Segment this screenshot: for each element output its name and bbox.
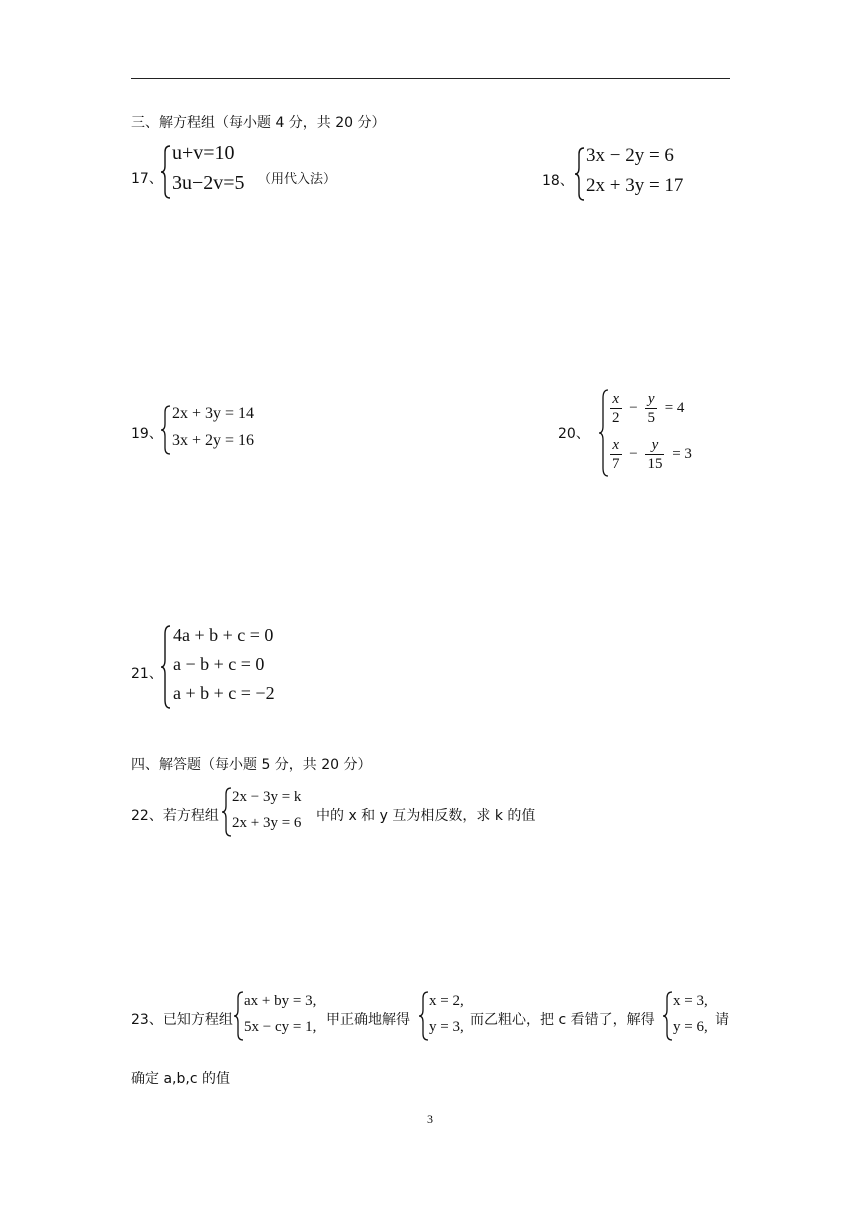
question-19-number: 19、 (131, 426, 163, 442)
question-18-equation-2: 2x + 3y = 17 (586, 175, 684, 196)
question-21-number: 21、 (131, 666, 163, 682)
q20-eq2-fraction-2: $\frac{y}{15}$ (647, 437, 663, 472)
question-19-brace (160, 404, 172, 456)
question-23-system-2-equation-2: y = 3, (429, 1019, 464, 1035)
question-17-equation-2: 3u−2v=5 (172, 172, 245, 194)
question-19-equation-2: 3x + 2y = 16 (172, 432, 255, 449)
question-23-middle-text-1: 甲正确地解得 (326, 1012, 410, 1028)
question-20-equation-2: $\frac{x}{7}$ − $\frac{y}{15}$ = 3 (612, 437, 692, 472)
question-17-number: 17、 (131, 171, 163, 187)
question-22-prefix (131, 805, 219, 825)
section-3-heading: 三、解方程组（每小题 4 分，共 20 分） (131, 115, 386, 131)
section-4-heading: 四、解答题（每小题 5 分，共 20 分） (131, 757, 372, 773)
q20-eq2-fraction-1: $\frac{x}{7}$ (612, 437, 620, 472)
question-22-number: 22、 (131, 808, 163, 824)
question-22-post-text: 中的 x 和 y 互为相反数，求 k 的值 (316, 808, 536, 824)
question-23-post-text: 请 (715, 1012, 729, 1028)
question-20-brace (598, 388, 610, 478)
question-21-equation-1: 4a + b + c = 0 (173, 625, 274, 645)
question-21-equation-2: a − b + c = 0 (173, 654, 265, 674)
question-17-equation-1: u+v=10 (172, 142, 235, 164)
question-18-brace (574, 146, 586, 202)
question-21-equation-3: a + b + c = −2 (173, 683, 275, 703)
question-20-equation-1: $\frac{x}{2}$ − $\frac{y}{5}$ = 4 (612, 391, 685, 426)
question-23-middle-text-2: 而乙粗心，把 c 看错了，解得 (470, 1012, 655, 1028)
question-22-equation-1: 2x − 3y = k (232, 789, 302, 805)
header-rule (131, 78, 730, 79)
question-23-system-3-equation-2: y = 6, (673, 1019, 708, 1035)
question-20-number: 20、 (558, 426, 590, 442)
question-22-pre-text: 若方程组 (162, 808, 219, 824)
question-18-equation-1: 3x − 2y = 6 (586, 145, 674, 166)
question-23-pre-text: 已知方程组 (162, 1012, 233, 1028)
question-23-system-1-equation-1: ax + by = 3, (244, 993, 317, 1009)
question-22-equation-2: 2x + 3y = 6 (232, 815, 302, 831)
question-23-number: 23、 (131, 1012, 163, 1028)
question-18-number: 18、 (542, 173, 574, 189)
question-19-equation-1: 2x + 3y = 14 (172, 405, 255, 422)
question-17-brace (160, 144, 172, 200)
question-23-system-1-equation-2: 5x − cy = 1, (244, 1019, 317, 1035)
question-23-line-2: 确定 a,b,c 的值 (131, 1071, 230, 1087)
question-21-brace (160, 624, 172, 710)
page-number: 3 (427, 1112, 433, 1126)
question-23-system-2-equation-1: x = 2, (429, 993, 464, 1009)
question-23-prefix (131, 1009, 233, 1029)
q20-eq1-fraction-2: $\frac{y}{5}$ (647, 391, 655, 426)
question-17-method-note: （用代入法） (258, 172, 337, 187)
question-23-system-3-equation-1: x = 3, (673, 993, 708, 1009)
q20-eq1-fraction-1: $\frac{x}{2}$ (612, 391, 620, 426)
